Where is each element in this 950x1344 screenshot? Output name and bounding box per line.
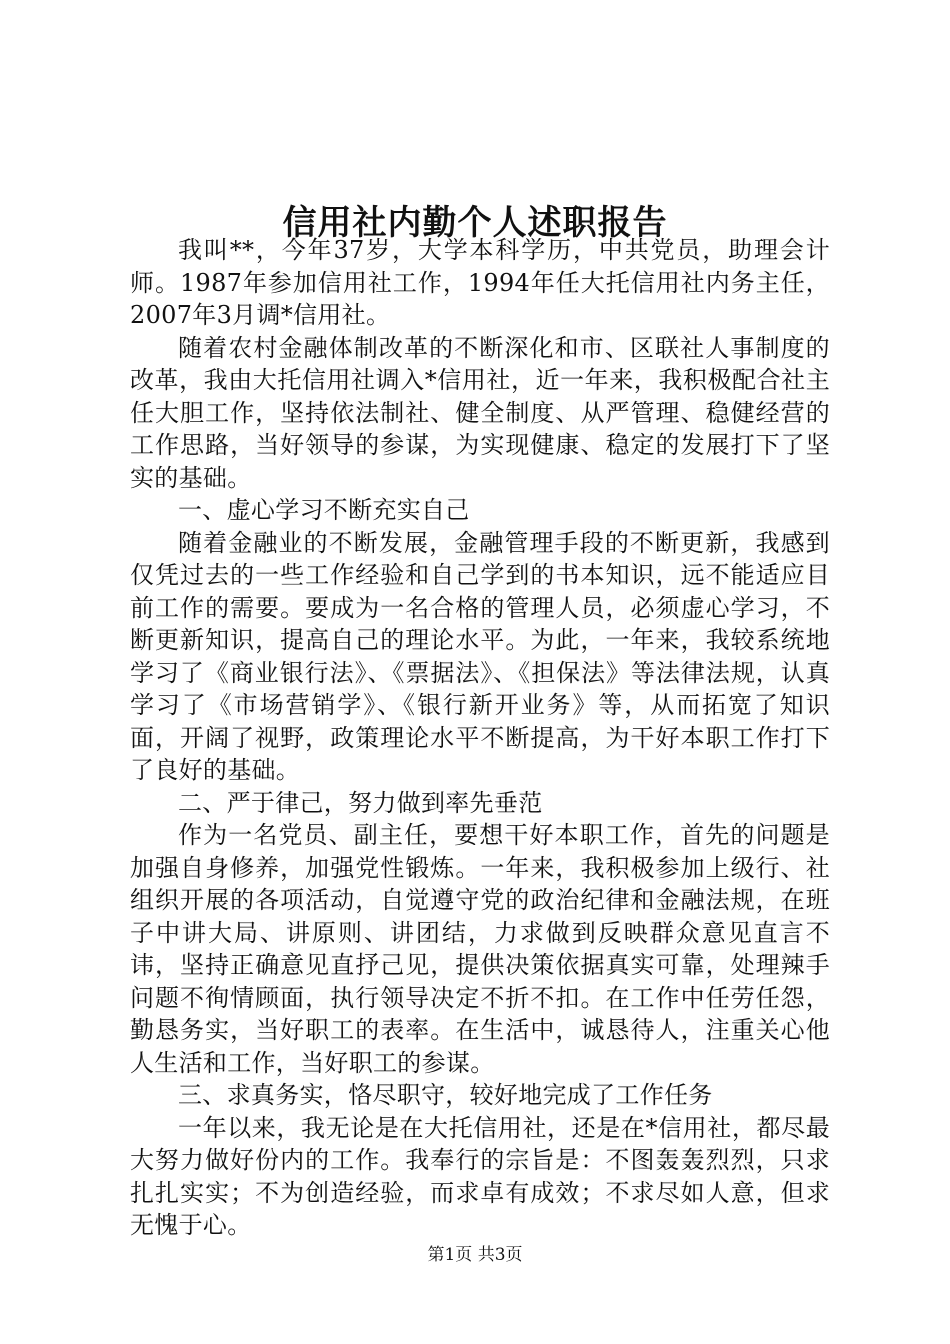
paragraph-intro: 我叫**，今年37岁，大学本科学历，中共党员，助理会计师。1987年参加信用社工作，1994年任大托信用社内务主任，2007年3月调*信用社。 (130, 236, 830, 329)
section-heading-3: 三、求真务实，恪尽职守，较好地完成了工作任务 (178, 1081, 713, 1109)
paragraph-section-3: 一年以来，我无论是在大托信用社，还是在*信用社，都尽最大努力做好份内的工作。我奉行的宗旨是：不图轰轰烈烈，只求扎扎实实；不为创造经验，而求卓有成效；不求尽如人意，但求无愧于心。 (130, 1113, 830, 1239)
document-title: 信用社内勤个人述职报告 (282, 202, 668, 243)
page-number: 第1页 共3页 (427, 1245, 523, 1265)
paragraph-background: 随着农村金融体制改革的不断深化和市、区联社人事制度的改革，我由大托信用社调入*信用社，近一年来，我积极配合社主任大胆工作，坚持依法制社、健全制度、从严管理、稳健经营的工作思路，当好领导的参谋，为实现健康、稳定的发展打下了坚实的基础。 (130, 333, 830, 492)
document-body (130, 234, 830, 1242)
section-heading-1: 一、虚心学习不断充实自己 (178, 496, 470, 524)
section-heading-2: 二、严于律己，努力做到率先垂范 (178, 788, 543, 817)
paragraph-section-1: 随着金融业的不断发展，金融管理手段的不断更新，我感到仅凭过去的一些工作经验和自己学到的书本知识，远不能适应目前工作的需要。要成为一名合格的管理人员，必须虚心学习，不断更新知识，提高自己的理论水平。为此，一年来，我较系统地学习了《商业银行法》、《票据法》、《担保法》等法律法规，认真学习了《市场营销学》、《银行新开业务》等，从而拓宽了知识面，开阔了视野，政策理论水平不断提高，为干好本职工作打下了良好的基础。 (130, 528, 830, 784)
paragraph-section-2: 作为一名党员、副主任，要想干好本职工作，首先的问题是加强自身修养，加强党性锻炼。一年来，我积极参加上级行、社组织开展的各项活动，自觉遵守党的政治纪律和金融法规，在班子中讲大局、讲原则、讲团结，力求做到反映群众意见直言不讳，坚持正确意见直抒己见，提供决策依据真实可靠，处理辣手问题不徇情顾面，执行领导决定不折不扣。在工作中任劳任怨，勤恳务实，当好职工的表率。在生活中，诚恳待人，注重关心他人生活和工作，当好职工的参谋。 (130, 821, 830, 1077)
